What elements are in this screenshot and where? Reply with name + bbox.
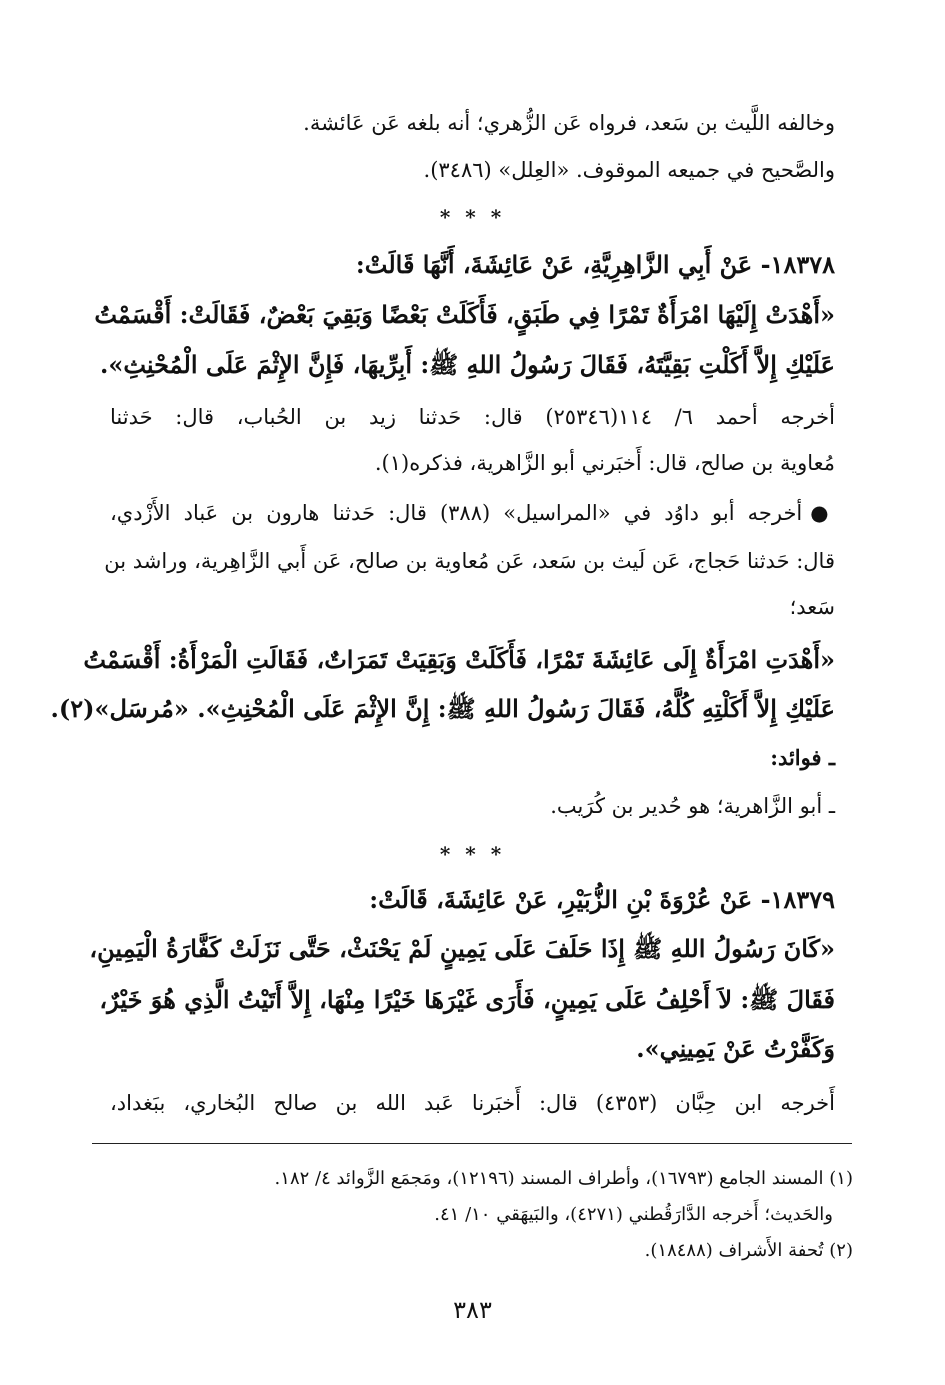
takhrij-text: أَخرجه ابن حِبَّان (٤٣٥٣) قال: أَخبَرنا عَبد الله بن صالح البُخاري، ببَغداد، [110,1091,835,1115]
section-separator: * * * [439,842,506,866]
hadith-text: «أَهْدَتْ إِلَيْهَا امْرَأَةٌ تَمْرًا فِي طَبَقٍ، فَأَكَلَتْ بَعْضًا وَبَقِيَ بَعْضٌ، فَقَالَتْ: أَقْسَمْتُ [94,300,835,329]
page-number: ٣٨٣ [453,1296,492,1324]
hadith-text: وَكَفَّرْتُ عَنْ يَمِينِي». [636,1034,835,1063]
footnote-divider [92,1143,852,1144]
text-line: والصَّحيح في جميعه الموقوف. «العِلل» (٣٤٨٦). [423,158,835,182]
hadith-text: عَلَيْكِ إِلاَّ أَكَلْتِهِ كُلَّهُ، فَقَالَ رَسُولُ اللهِ ﷺ: إِنَّ الإِثْمَ عَلَى الْمُحْنِثِ». «مُرسَل»(٢). [50,694,835,723]
section-separator: * * * [439,205,506,229]
fawaid-item: ـ أبو الزَّاهرية؛ هو حُدير بن كُرَيب. [550,794,835,818]
takhrij-text: قال: حَدثنا حَجاج، عَن لَيث بن سَعد، عَن مُعاوية بن صالح، عَن أَبي الزَّاهِرية، وراشد بن [104,549,835,573]
hadith-text: عَلَيْكِ إِلاَّ أَكَلْتِ بَقِيَّتَهُ، فَقَالَ رَسُولُ اللهِ ﷺ: أَبِرِّيهَا، فَإِنَّ الإِثْمَ عَلَى الْمُحْنِثِ». [99,350,835,379]
footnote: والحَديث؛ أَخرجه الدَّارَقُطني (٤٢٧١)، والبَيهَقي ١٠/ ٤١. [434,1204,833,1225]
fawaid-title: ـ فوائد: [770,745,835,770]
hadith-heading: ١٨٣٧٨- عَنْ أَبِي الزَّاهِرِيَّةِ، عَنْ عَائِشَةَ، أَنَّهَا قَالَتْ: [355,250,835,279]
footnote: (٢) تُحفة الأَشراف (١٨٤٨٨). [644,1240,853,1261]
hadith-text: فَقَالَ ﷺ: لاَ أَحْلِفُ عَلَى يَمِينٍ، فَأَرَى غَيْرَهَا خَيْرًا مِنْهَا، إِلاَّ أَتَيْتُ الَّذِي هُوَ خَيْرٌ، [99,985,835,1014]
takhrij-text: ●أخرجه أبو داوُد في «المراسيل» (٣٨٨) قال: حَدثنا هارون بن عَباد الأَزْدي، [110,501,835,525]
footnote: (١) المسند الجامع (١٦٧٩٣)، وأطراف المسند (١٢١٩٦)، ومَجمَع الزَّوائد ٤/ ١٨٢. [274,1168,853,1189]
hadith-heading: ١٨٣٧٩- عَنْ عُرْوَةَ بْنِ الزُّبَيْرِ، عَنْ عَائِشَةَ، قَالَتْ: [369,885,835,914]
hadith-text: «أَهْدَتِ امْرَأَةٌ إِلَى عَائِشَةَ تَمْرًا، فَأَكَلَتْ وَبَقِيَتْ تَمَرَاتٌ، فَقَالَتِ الْمَرْأَةُ: أَقْسَمْتُ [83,645,835,674]
takhrij-text: مُعاوية بن صالح، قال: أَخبَرني أبو الزَّاهرية، فذكره(١). [374,451,835,475]
bullet-icon: ● [810,501,835,525]
text-line: وخالفه اللَّيث بن سَعد، فرواه عَن الزُّهري؛ أنه بلغه عَن عَائشة. [303,111,835,135]
takhrij-text: أخرجه أحمد ٦/ ١١٤(٢٥٣٤٦) قال: حَدثنا زيد بن الحُباب، قال: حَدثنا [110,405,835,429]
takhrij-text: سَعد؛ [789,595,835,619]
hadith-text: «كَانَ رَسُولُ اللهِ ﷺ إِذَا حَلَفَ عَلَى يَمِينٍ لَمْ يَحْنَثْ، حَتَّى نَزَلَتْ كَفَّارَةُ الْيَمِينِ، [89,934,835,963]
